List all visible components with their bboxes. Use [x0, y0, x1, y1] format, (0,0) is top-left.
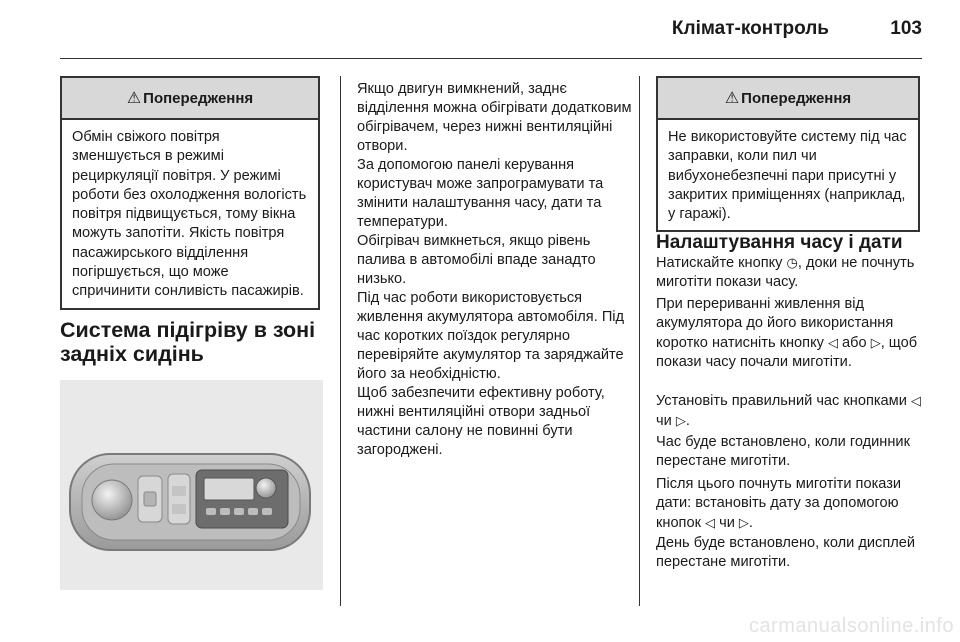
- text: , щоб покази часу почали миготіти.: [656, 335, 918, 370]
- triangle-right-icon: ▷: [738, 515, 749, 530]
- triangle-right-icon: ▷: [675, 413, 686, 428]
- warning-box: [656, 76, 920, 232]
- warning-triangle-icon: ⚠: [724, 90, 740, 107]
- paragraph: За допомогою панелі керування користувач може запрограмувати та змінити налаштування часу, дати та температури.: [357, 157, 604, 230]
- paragraph: День буде встановлено, коли дисплей перестане миготіти.: [656, 535, 916, 570]
- text: , доки не почнуть миготіти покази часу.: [656, 255, 915, 290]
- triangle-left-icon: ◁: [705, 515, 716, 530]
- paragraph: [656, 475, 926, 533]
- paragraph: [656, 391, 926, 431]
- warning-title: Попередження: [143, 89, 254, 107]
- text: .: [748, 515, 753, 531]
- warning-box: [60, 76, 320, 310]
- text: .: [685, 413, 690, 429]
- text: Установіть правильний час кнопками: [656, 393, 907, 409]
- warning-header: [62, 78, 318, 120]
- triangle-right-icon: ▷: [870, 335, 881, 350]
- paragraph: [656, 295, 926, 372]
- paragraph: Щоб забезпечити ефективну роботу, нижні вентиляційні отвори задньої частини салону не повинні бути загороджені.: [357, 385, 605, 458]
- paragraph: Час буде встановлено, коли годинник перестане миготіти.: [656, 434, 910, 469]
- warning-body: Обмін свіжого повітря зменшується в режимі рециркуляції повітря. У режимі роботи без охолодження вологість повітря підвищується, тому вікна можуть запотіти. Якість повітря пасажирського відділення погіршується, що може спричинити сонливість пасажирів.: [72, 129, 307, 300]
- heater-control-panel-image: [60, 380, 323, 590]
- paragraph: [656, 253, 926, 292]
- warning-title: Попередження: [741, 89, 852, 107]
- header-rule: [60, 58, 922, 59]
- column-divider: [340, 76, 341, 606]
- warning-header: [658, 78, 918, 120]
- paragraph: Обігрівач вимкнеться, якщо рівень палива в автомобілі впаде занадто низько.: [357, 233, 596, 287]
- clock-icon: ◷: [786, 255, 798, 270]
- text: чи: [656, 413, 672, 429]
- warning-triangle-icon: ⚠: [126, 90, 142, 107]
- section-heading: Налаштування часу і дати: [656, 232, 903, 253]
- section-heading: Система підігріву в зоні задніх сидінь: [60, 318, 316, 366]
- text: Натискайте кнопку: [656, 255, 783, 271]
- paragraph: Якщо двигун вимкнений, заднє відділення можна обігрівати додатковим обігрівачем, через нижні вентиляційні отвори.: [357, 81, 632, 154]
- warning-body: Не використовуйте систему під час заправки, коли пил чи вибухонебезпечні пари присутні у закритих приміщеннях (наприклад, у гаражі).: [668, 129, 907, 223]
- text: або: [842, 335, 867, 351]
- text: чи: [719, 515, 735, 531]
- text: Після цього почнуть миготіти покази дати: встановіть дату за допомогою кнопок: [656, 476, 902, 531]
- triangle-left-icon: ◁: [910, 393, 921, 408]
- column-divider: [639, 76, 640, 606]
- triangle-left-icon: ◁: [827, 335, 838, 350]
- page-title: Клімат-контроль: [671, 18, 829, 39]
- paragraph: Під час роботи використовується живлення акумулятора автомобіля. Під час коротких поїздок регулярно перевіряйте акумулятор та заряджайте його за необхідністю.: [357, 290, 625, 382]
- watermark: carmanualsonline.info: [748, 615, 954, 637]
- page-number: 103: [890, 18, 922, 39]
- text: При перериванні живлення від акумулятора до його використання коротко натисніть кнопку: [656, 296, 894, 351]
